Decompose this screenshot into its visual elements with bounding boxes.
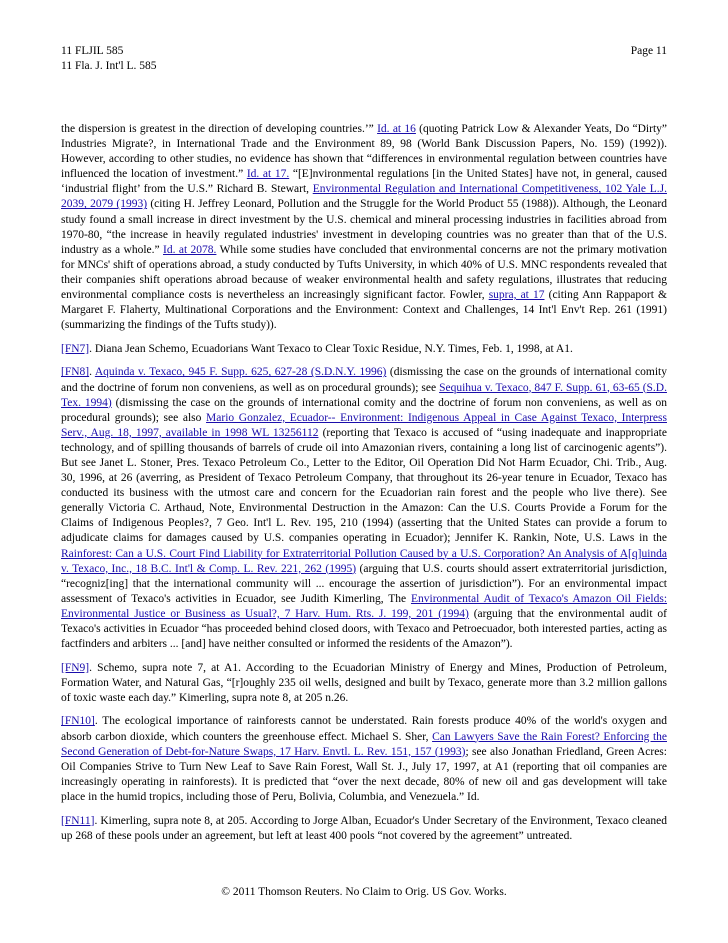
- citation-link[interactable]: [FN11]: [61, 814, 95, 827]
- page-header: [61, 44, 667, 74]
- footnote-text: While some studies have concluded that environmental concerns are not the primary motivation for MNCs' shift of operations abroad, a study conducted by Tufts University, in which 40% of U.S. MNC respondents revealed that their companies shift operations abroad because of weaker environmental health and safety regulations, illustrates that reducing environmental compliance costs is nevertheless an increasingly significant factor. Fowler,: [61, 243, 667, 302]
- footnotes-body: [61, 122, 667, 852]
- footnote-paragraph: [61, 342, 667, 357]
- footnote-text: . Diana Jean Schemo, Ecuadorians Want Texaco to Clear Toxic Residue, N.Y. Times, Feb. 1, 1998, at A1.: [89, 342, 573, 355]
- footnote-text: . The ecological importance of rainforests cannot be understated. Rain forests produce 40% of the world's oxygen and absorb carbon dioxide, which counters the greenhouse effect. Michael S. Sher,: [61, 715, 667, 743]
- citation-link[interactable]: [FN8]: [61, 366, 90, 379]
- footnote-text: .: [89, 366, 95, 379]
- footnote-text: . Kimerling, supra note 8, at 205. According to Jorge Alban, Ecuador's Under Secretary of the Environment, Texaco cleaned up 268 of these pools under an agreement, but left at least 400 pools “not covered by the agreement” untreated.: [61, 814, 667, 842]
- citation-link[interactable]: Can Lawyers Save the Rain Forest? Enforcing the Second Generation of Debt-for-Nature Swaps, 17 Harv. Envtl. L. Rev. 151, 157 (1993): [61, 730, 667, 758]
- page-number: Page 11: [630, 45, 667, 57]
- footnote-paragraph: [61, 661, 667, 706]
- citation-link[interactable]: [FN9]: [61, 661, 90, 674]
- citation-link[interactable]: Sequihua v. Texaco, 847 F. Supp. 61, 63-65 (S.D. Tex. 1994): [61, 381, 667, 409]
- citation-link[interactable]: supra, at 17: [488, 289, 545, 302]
- footnote-text: (dismissing the case on the grounds of international comity and the doctrine of forum non conveniens, as well as on procedural grounds); see also: [61, 396, 668, 424]
- footnote-paragraph: [61, 814, 667, 844]
- footnote-paragraph: [61, 122, 667, 333]
- citation-link[interactable]: Environmental Audit of Texaco's Amazon Oil Fields: Environmental Justice or Business as Usual?, 7 Harv. Hum. Rts. J. 199, 201 (1994): [61, 592, 668, 620]
- citation-link[interactable]: Id. at 16: [377, 123, 416, 135]
- citation-link[interactable]: [FN7]: [61, 342, 90, 355]
- footnote-text: (quoting Patrick Low & Alexander Yeats, Do “Dirty” Industries Migrate?, in International Trade and the Environment 89, 98 (World Bank Discussion Papers, No. 159) (1992)). However, according to other studies, no evidence has shown that “differences in environmental regulation between countries have influenced the location of investment.”: [61, 123, 667, 181]
- citation-secondary: 11 Fla. J. Int'l L. 585: [61, 60, 157, 72]
- page-footer: © 2011 Thomson Reuters. No Claim to Orig. US Gov. Works.: [221, 886, 507, 898]
- citation-link[interactable]: [FN10]: [61, 715, 95, 728]
- footnote-text: (arguing that the environmental audit of Texaco's activities in Ecuador “has proceeded behind closed doors, with Texaco and Petroecuador, both interested parties, acting as factfinders and arbiters ... [and] have neither consulted or informed the residents of the Amazon”).: [61, 607, 667, 651]
- citation-link[interactable]: Environmental Regulation and International Competitiveness, 102 Yale L.J. 2039, 2079 (1993): [61, 183, 667, 211]
- footnote-text: (citing Ann Rappaport & Margaret F. Flaherty, Multinational Corporations and the Environment: Context and Challenges, 14 Int'l Env't Rep. 261 (1991) (summarizing the findings of the Tufts study)).: [61, 289, 667, 332]
- footnote-text: . Schemo, supra note 7, at A1. According to the Ecuadorian Ministry of Energy and Mines, Production of Petroleum, Formation Water, and Natural Gas, “[r]oughly 235 oil wells, designed and built by Texaco, generate more than 3.2 million gallons of toxic waste each day.” Kimerling, supra note 8, at 205 n.26.: [61, 661, 667, 704]
- footnote-paragraph: [61, 365, 667, 652]
- citation-link[interactable]: Aquinda v. Texaco, 945 F. Supp. 625, 627-28 (S.D.N.Y. 1996): [94, 366, 387, 379]
- footnote-text: (reporting that Texaco is accused of “using inadequate and inappropriate technology, and of spilling thousands of barrels of crude oil into Amazonian rivers, containing a long list of carcinogenic agents”). But see Janet L. Stoner, Pres. Texaco Petroleum Co., Letter to the Editor, Oil Operation Did Not Harm Ecuador, Chi. Trib., Aug. 30, 1996, at 26 (averring, as President of Texaco Petroleum Company, that throughout its 26-year tenure in Ecuador, Texaco has conducted its business with the utmost care and concern for the Ecuadorian rain forest and the people who live there). See generally Victoria C. Arthaud, Note, Environmental Destruction in the Amazon: Can the U.S. Courts Provide a Forum for the Claims of Indigenous Peoples?, 7 Geo. Int'l L. Rev. 195, 210 (1994) (asserting that the United States can provide a forum to adjudicate claims for damages caused by U.S. companies operating in Ecuador); Jennifer K. Rankin, Note, U.S. Laws in the: [61, 426, 667, 545]
- footnote-text: the dispersion is greatest in the direction of developing countries.’”: [61, 123, 378, 135]
- footnote-text: (citing H. Jeffrey Leonard, Pollution and the Struggle for the World Product 55 (1988)). Although, the Leonard study found a small increase in direct investment by the U.S. chemical and mineral processing industries in facilities abroad from 1970-80, “the increase in heavily regulated industries' investment in developing countries was no greater than that of the U.S. industry as a whole.”: [61, 198, 667, 256]
- footnote-text: “[E]nvironmental regulations [in the United States] have not, in general, caused ‘industrial flight’ from the U.S.” Richard B. Stewart,: [61, 168, 667, 196]
- citation-link[interactable]: Rainforest: Can a U.S. Court Find Liability for Extraterritorial Pollution Caused by a U.S. Corporation? An Analysis of A[q]uinda v. Texaco, Inc., 18 B.C. Int'l & Comp. L. Rev. 221, 262 (1995): [61, 547, 667, 575]
- citation-primary: 11 FLJIL 585: [61, 45, 124, 57]
- footnote-text: (dismissing the case on the grounds of international comity and the doctrine of forum non conveniens, as well as on procedural grounds); see: [61, 366, 667, 394]
- footnote-text: ; see also Jonathan Friedland, Green Acres: Oil Companies Strive to Turn New Leaf to Save Rain Forest, Wall St. J., July 17, 1997, at A1 (reporting that oil companies are increasingly operating in rainforests). It is predicted that “over the next decade, 80% of new oil and gas development will take place in the humid tropics, including those of Peru, Bolivia, Columbia, and Venezuela.” Id.: [61, 745, 667, 803]
- footnote-paragraph: [61, 714, 667, 805]
- footnote-text: (arguing that U.S. courts should assert extraterritorial jurisdiction, “recogniz[ing] that the international community will ... encourage the assertion of jurisdiction”). For an environmental impact assessment of Texaco's activities in Ecuador, see Judith Kimerling, The: [61, 562, 668, 605]
- citation-link[interactable]: Id. at 17.: [246, 168, 290, 181]
- citation-link[interactable]: Mario Gonzalez, Ecuador-- Environment: Indigenous Appeal in Case Against Texaco, Interpress Serv., Aug. 18, 1997, available in 1998 WL 13256112: [61, 411, 667, 439]
- citation-link[interactable]: Id. at 2078.: [163, 243, 217, 256]
